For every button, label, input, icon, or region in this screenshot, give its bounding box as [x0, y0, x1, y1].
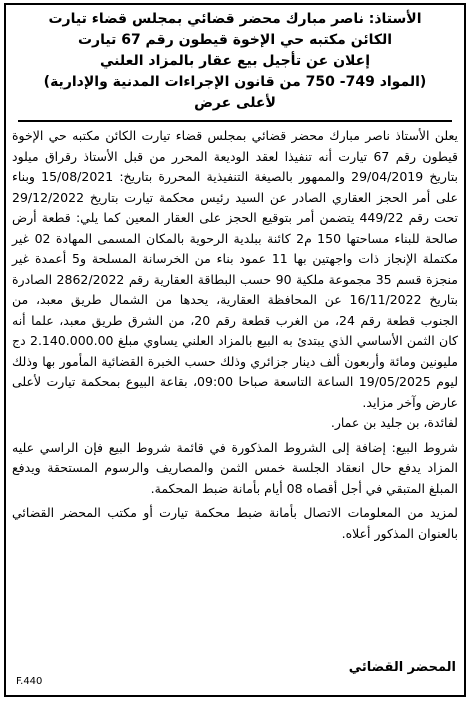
header-divider — [18, 120, 452, 122]
office-address-line: الكائن مكتبه حي الإخوة قيطون رقم 67 تيارت — [77, 32, 393, 48]
legal-articles-line: (المواد 749- 750 من قانون الإجراءات المدنية والإدارية) — [43, 74, 427, 90]
highest-bid-line: لأعلى عرض — [194, 95, 276, 111]
bailiff-name-line: الأستاذ: ناصر مبارك محضر قضائي بمجلس قضاء تيارت — [48, 11, 422, 27]
signature: المحضر القضائي — [348, 660, 456, 675]
sale-conditions: شروط البيع: إضافة إلى الشروط المذكورة في قائمة شروط البيع فإن الراسي عليه المزاد يدفع حال انعقاد الجلسة خمس الثمن والمصاريف والرسوم المستحقة ويدفع المبلغ المتبقي في أجل أقصاه 08 أيام بأمانة ضبط المحكمة. — [12, 439, 458, 496]
beneficiary-line: لفائدة، بن جليد بن عمار. — [330, 415, 458, 430]
notice-body — [6, 126, 464, 544]
contact-info: لمزيد من المعلومات الاتصال بأمانة ضبط محكمة تيارت أو مكتب المحضر القضائي بالعنوان المذكور أعلاه. — [12, 505, 458, 541]
reference-code: F.440 — [16, 676, 43, 687]
notice-header — [6, 5, 464, 114]
main-paragraph: يعلن الأستاذ ناصر مبارك محضر قضائي بمجلس قضاء تيارت الكائن مكتبه حي الإخوة قيطون رقم 67 تيارت أنه تنفيذا لعقد الوديعة المحرر من قبل الأستاذ رقراق ميلود بتاريخ 29/04/2019 والممهور بالصيغة التنفيذية المحررة بتاريخ: 15/08/2021 وبناء على أمر الحجز العقاري الصادر عن السيد رئيس محكمة تيارت بتاريخ 29/12/2022 تحت رقم 449/22 يتضمن أمر بتوقيع الحجز على العقار المعين كما يلي: قطعة أرض صالحة للبناء مساحتها 150 م2 كائنة ببلدية الرحوية بالمكان المسمى المهادة 02 غير مكتملة الإنجاز ذات واجهتين بها 11 عمود بناء من الخرسانة المسلحة و5 أعمدة غير منجزة قسم 35 مجموعة ملكية 90 حسب البطاقة العقارية رقم 2862/2022 الصادرة بتاريخ 16/11/2022 عن المحافظة العقارية، يحدها من الشمال طريق معبد، من الجنوب قطعة رقم 24، من الغرب قطعة رقم 20، من الشرق طريق معبد، علما أنه كان الثمن الأساسي الذي يبتدئ به البيع بالمزاد العلني يساوي مبلغ 2.140.000.00 دج مليونين ومائة وأربعون ألف دينار جزائري وذلك حسب الخبرة القضائية المأمور بها وذلك ليوم 19/05/2025 الساعة التاسعة صباحا 09:00، بقاعة البيوع بمحكمة تيارت لأعلى عارض وآخر مزايد. — [12, 128, 459, 410]
notice-title: إعلان عن تأجيل بيع عقار بالمزاد العلني — [99, 53, 371, 69]
legal-notice — [4, 3, 466, 697]
